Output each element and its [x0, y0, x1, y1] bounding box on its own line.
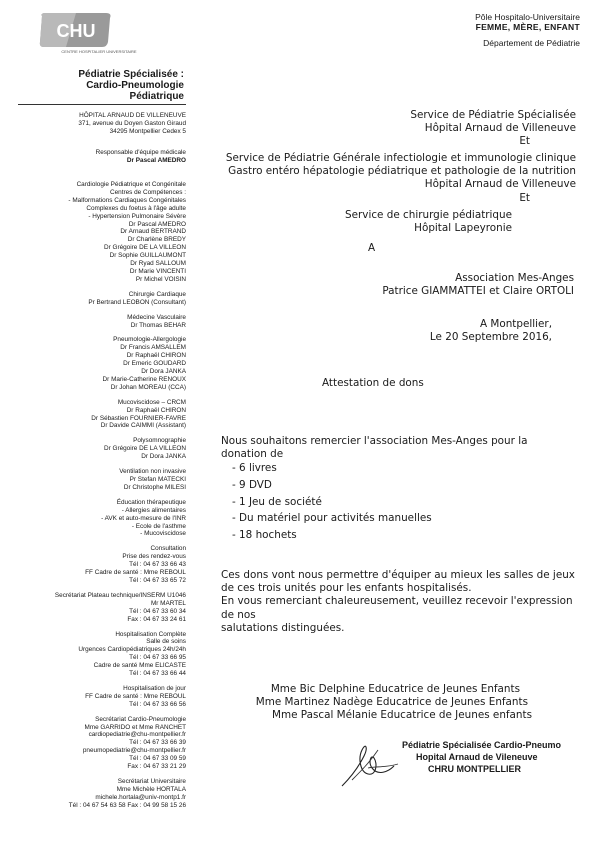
directory-section [18, 181, 186, 284]
directory-section [18, 545, 186, 585]
closing-line: salutations distinguées. [221, 621, 345, 634]
directory-line: pneumopediatrie@chu-montpellier.fr [82, 747, 186, 755]
handwritten-signature [338, 728, 406, 792]
signatory-line: Mme Bic Delphine Educatrice de Jeunes Enfants [270, 683, 520, 695]
intro-line: donation de [221, 448, 284, 461]
dept-title-line: Pédiatrique [129, 91, 184, 102]
directory-section [18, 399, 186, 431]
directory-line: Médecine Vasculaire [127, 313, 186, 321]
directory-line: Hospitalisation Complète [115, 630, 186, 638]
directory-line: Éducation thérapeutique [116, 498, 186, 506]
address-line: 371, avenue du Doyen Gaston Giraud [78, 119, 186, 127]
directory-line: Tél : 04 67 33 66 43 [129, 561, 186, 569]
directory-line: Mucoviscidose – CRCM [117, 398, 186, 406]
directory-line: Dr Ryad SALLOUM [130, 260, 186, 268]
stamp-line: Hopital Arnaud de Vileneuve [416, 751, 538, 762]
directory-line: Tél : 04 67 33 60 34 [129, 607, 186, 615]
recipient-line: Service de chirurgie pédiatrique [345, 209, 512, 221]
recipient-block-2 [226, 152, 576, 205]
recipient-line: Et [519, 191, 530, 204]
recipient-block-1 [410, 109, 576, 149]
intro-line: Nous souhaitons remercier l'association Mes-Anges pour la [221, 435, 528, 447]
logo-tagline: CENTRE HOSPITALIER UNIVERSITAIRE [61, 49, 137, 54]
head-name: Dr Pascal AMEDRO [126, 156, 186, 164]
dept-title-line: Cardio-Pneumologie [86, 80, 184, 91]
directory-line: - Ecole de l'asthme [131, 522, 186, 530]
directory-line: Dr Emeric GOUDARD [123, 360, 186, 368]
signatories [255, 683, 532, 723]
directory-line: - Allergies alimentaires [121, 506, 186, 514]
directory-line: FF Cadre de santé : Mme REBOUL [85, 692, 186, 700]
header-femme-mere-enfant: FEMME, MÈRE, ENFANT [475, 22, 580, 32]
department-title [18, 69, 184, 102]
directory-line: Dr Christophe MILESI [123, 483, 186, 491]
recipient-block-3 [345, 209, 512, 235]
directory-section [18, 778, 186, 810]
directory-section [18, 716, 186, 771]
donation-list [232, 462, 432, 542]
directory-line: Cadre de santé Mme ELICASTE [93, 662, 186, 670]
directory-line: Dr Grégoire DE LA VILLEON [103, 445, 186, 453]
directory-line: Dr Dora JANKA [141, 453, 186, 461]
directory-line: Ventilation non invasive [119, 468, 186, 476]
recipient-line: Et [519, 135, 530, 148]
directory-section [18, 336, 186, 391]
closing-paragraph [221, 569, 581, 635]
directory-line: Dr Johan MOREAU (CCA) [110, 383, 186, 391]
directory-line: Pr Michel VOISIN [135, 275, 186, 283]
directory-line: Dr Raphaël CHIRON [126, 352, 186, 360]
directory-line: Tél : 04 67 33 66 95 [129, 654, 186, 662]
header-departement: Département de Pédiatrie [483, 38, 580, 48]
header-divider [18, 104, 186, 105]
directory-line: Cardiologie Pédiatrique et Congénitale [76, 181, 186, 188]
directory-line: Tél : 04 67 33 09 59 [129, 755, 186, 763]
signatory-line: Mme Martinez Nadège Educatrice de Jeunes Enfants [255, 696, 528, 709]
address-line: 34295 Montpellier Cedex 5 [109, 127, 186, 135]
directory-line: Secrétariat Cardio-Pneumologie [95, 715, 186, 723]
directory-line: cardiopediatrie@chu-montpellier.fr [88, 731, 186, 739]
directory-line: Fax : 04 67 33 21 29 [127, 763, 186, 771]
header-pole: Pôle Hospitalo-Universitaire [475, 12, 580, 22]
address-line: HÔPITAL ARNAUD DE VILLENEUVE [79, 112, 186, 119]
directory-line: Dr Francis AMSALLEM [120, 344, 186, 352]
dept-title-line: Pédiatrie Spécialisée : [78, 69, 184, 80]
head-label: Responsable d'équipe médicale [95, 149, 186, 156]
stamp-line: Pédiatrie Spécialisée Cardio-Pneumo [402, 740, 562, 750]
place-line: A Montpellier, [479, 318, 552, 330]
directory-line: Dr Thomas BEHAR [130, 321, 186, 329]
subject: Attestation de dons [322, 377, 424, 389]
directory-line: michele.hortala@univ-montp1.fr [95, 793, 186, 801]
addressee-line: Association Mes-Anges [455, 272, 574, 284]
directory-line: Dr Dora JANKA [141, 368, 186, 376]
list-item: - 18 hochets [232, 529, 297, 542]
list-item: - 9 DVD [232, 478, 272, 491]
directory-section [18, 468, 186, 492]
directory-line: Pneumologie-Allergologie [113, 336, 186, 344]
recipient-line: Hôpital Lapeyronie [414, 222, 512, 235]
directory-line: Tél : 04 67 54 63 58 Fax : 04 99 58 15 26 [68, 801, 186, 809]
directory-section [18, 685, 186, 709]
recipient-line: Hôpital Arnaud de Villeneuve [424, 178, 576, 191]
directory-line: Urgences Cardiopédiatriques 24h/24h [78, 646, 186, 654]
directory-line: Dr Arnaud BERTRAND [120, 228, 186, 236]
directory-line: Chirurgie Cardiaque [128, 290, 186, 298]
directory-line: - Mucoviscidose [140, 530, 186, 538]
intro-paragraph [221, 435, 581, 461]
addressee [382, 272, 574, 298]
directory-line: Hospitalisation de jour [123, 684, 186, 692]
chu-logo [36, 10, 114, 50]
directory-line: Salle de soins [146, 638, 186, 646]
directory-line: Tél : 04 67 33 66 39 [129, 739, 186, 747]
directory-line: Consultation [150, 545, 186, 553]
directory-line: Secrétariat Plateau technique/INSERM U1046 [54, 591, 186, 599]
recipient-line: Gastro entéro hépatologie pédiatrique et pathologie de la nutrition [228, 165, 576, 178]
list-item: - 1 Jeu de société [232, 495, 322, 508]
place-date [430, 318, 552, 344]
directory-line: Tél : 04 67 33 66 44 [129, 670, 186, 678]
date-line: Le 20 Septembre 2016, [429, 331, 552, 344]
directory-line: Prise des rendez-vous [122, 553, 186, 561]
list-item: - Du matériel pour activités manuelles [232, 512, 432, 525]
head-of-team [18, 149, 186, 165]
svg-text:CHU: CHU [56, 21, 96, 41]
stamp-line: CHRU MONTPELLIER [428, 763, 521, 774]
closing-line: Ces dons vont nous permettre d'équiper au mieux les salles de jeux [221, 569, 575, 581]
recipient-line: Service de Pédiatrie Générale infectiologie et immunologie clinique [225, 152, 576, 164]
closing-line: En vous remerciant chaleureusement, veuillez recevoir l'expression de nos [221, 595, 573, 621]
directory-line: Mme Michèle HORTALA [116, 785, 186, 793]
directory-line: - Hypertension Pulmonaire Sévère [88, 212, 186, 220]
directory-line: Dr Davide CAIMMI (Assistant) [100, 422, 186, 430]
directory-line: Dr Sophie GUILLAUMONT [109, 252, 186, 260]
directory-line: Dr Marie-Catherine RENOUX [102, 375, 186, 383]
directory-line: Dr Sébastien FOURNIER-FAVRE [91, 414, 186, 422]
directory-line: Centres de Compétences : [109, 188, 186, 196]
directory-line: - AVK et auto-mesure de l'INR [101, 514, 186, 522]
recipient-a: A [368, 242, 376, 254]
directory-line: Tél : 04 67 33 66 56 [129, 700, 186, 708]
directory-line: Dr Pascal AMEDRO [128, 220, 186, 228]
directory-section [18, 592, 186, 624]
directory-section [18, 437, 186, 461]
directory-section [18, 499, 186, 539]
closing-line: de ces trois unités pour les enfants hospitalisés. [221, 582, 472, 595]
directory-line: Pr Bertrand LEOBON (Consultant) [88, 298, 186, 306]
directory-line: Complexes du foetus à l'âge adulte [86, 204, 186, 212]
directory-line: Polysomnographie [133, 437, 186, 445]
directory-section [18, 631, 186, 678]
hospital-address [18, 112, 186, 136]
directory-line: Pr Stefan MATECKI [129, 476, 186, 483]
directory-line: FF Cadre de santé : Mme REBOUL [85, 569, 186, 577]
staff-directory [18, 181, 186, 817]
list-item: - 6 livres [232, 462, 277, 474]
directory-line: Dr Marie VINCENTI [129, 267, 186, 275]
directory-section [18, 291, 186, 307]
directory-line: Dr Grégoire DE LA VILLEON [103, 244, 186, 252]
recipient-line: Hôpital Arnaud de Villeneuve [424, 122, 576, 135]
directory-line: Fax : 04 67 33 24 61 [127, 615, 186, 623]
addressee-line: Patrice GIAMMATTEI et Claire ORTOLI [382, 285, 574, 298]
directory-line: Mr MARTEL [150, 599, 186, 607]
directory-line: - Malformations Cardiaques Congénitales [68, 196, 186, 204]
recipient-line: Service de Pédiatrie Spécialisée [410, 109, 576, 121]
department-stamp [402, 740, 592, 775]
signatory-line: Mme Pascal Mélanie Educatrice de Jeunes enfants [272, 709, 532, 722]
directory-line: Tél : 04 67 33 65 72 [129, 576, 186, 584]
directory-line: Secrétariat Universitaire [117, 778, 186, 785]
directory-line: Dr Charlène BREDY [127, 236, 186, 244]
directory-line: Mme GARRIDO et Mme RANCHET [84, 723, 186, 731]
directory-section [18, 314, 186, 330]
directory-line: Dr Raphaël CHIRON [126, 406, 186, 414]
